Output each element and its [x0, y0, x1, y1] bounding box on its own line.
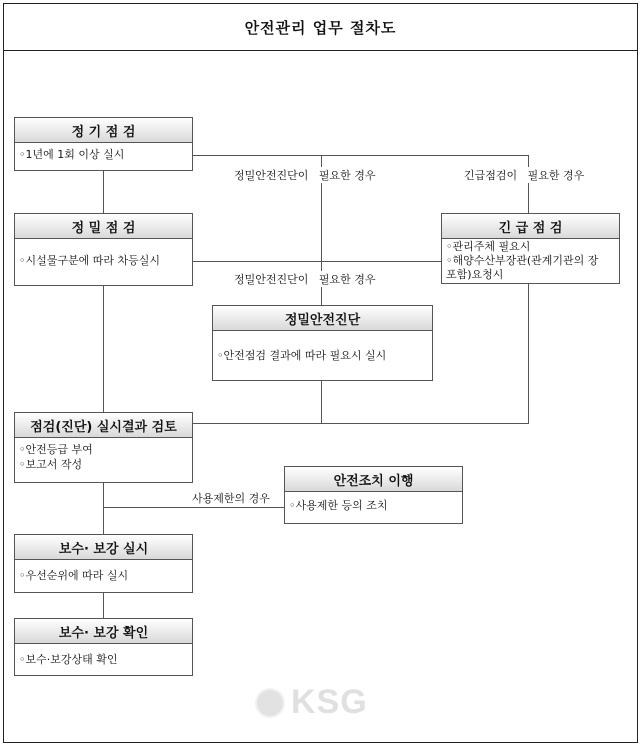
connector-precise-to-review: [103, 285, 104, 412]
connector-emergency-to-review: [528, 283, 529, 423]
box-line: ◦관리주체 필요시: [446, 240, 531, 253]
box-result-review: [14, 412, 193, 483]
box-regular-inspection: [14, 117, 193, 171]
connector-precise-horizontal: [192, 261, 441, 262]
connector-repair-to-check: [103, 592, 104, 618]
box-line: ◦보고서 작성: [19, 458, 83, 471]
connector-review-to-safety: [103, 507, 285, 508]
box-precise-inspection: [14, 213, 193, 286]
connector-diagnosis-to-review: [321, 380, 322, 423]
box-line: 포함)요청시: [446, 268, 504, 281]
box-line: ◦시설물구분에 따라 차등실시: [19, 254, 160, 267]
box-safety-action: [284, 466, 463, 524]
box-line: ◦안전점검 결과에 따라 필요시 실시: [217, 349, 387, 362]
box-header: 정밀안전진단: [213, 306, 432, 331]
box-precise-safety-diagnosis: [212, 305, 433, 381]
box-header: 점검(진단) 실시결과 검토: [15, 413, 192, 438]
box-header: 보수· 보강 실시: [15, 535, 192, 560]
edge-label-emergency: 긴급점검이 필요한 경우: [464, 169, 585, 182]
connector-emergency-to-review-h: [192, 423, 529, 424]
box-repair-check: [14, 618, 193, 676]
box-line: ◦안전등급 부여: [19, 443, 93, 456]
box-line: ◦사용제한 등의 조치: [289, 499, 388, 512]
watermark-text: KSG: [291, 683, 368, 721]
connector-regular-horizontal: [192, 155, 529, 156]
box-header: 정 밀 점 검: [15, 214, 192, 239]
box-line: ◦1년에 1회 이상 실시: [19, 148, 125, 161]
edge-label-use-limit: 사용제한의 경우: [192, 492, 270, 505]
box-line: ◦보수·보강상태 확인: [19, 653, 118, 666]
seal-icon: [255, 688, 285, 718]
box-header: 정 기 점 검: [15, 118, 192, 143]
page-title: 안전관리 업무 절차도: [3, 3, 638, 51]
connector-review-to-repair: [103, 482, 104, 534]
box-header: 보수· 보강 확인: [15, 619, 192, 644]
connector-regular-to-precise: [103, 170, 104, 213]
box-line: ◦해양수산부장관(관계기관의 장: [446, 254, 599, 267]
box-emergency-inspection: [441, 213, 620, 284]
edge-label-precise-diagnosis-mid: 정밀안전진단이 필요한 경우: [234, 273, 376, 286]
box-header: 안전조치 이행: [285, 467, 462, 492]
watermark-logo: [255, 683, 368, 722]
box-header: 긴 급 점 검: [442, 214, 619, 239]
connector-to-emergency: [528, 155, 529, 213]
edge-label-precise-diagnosis-top: 정밀안전진단이 필요한 경우: [234, 169, 376, 182]
box-repair: [14, 534, 193, 593]
box-line: ◦우선순위에 따라 실시: [19, 569, 129, 582]
